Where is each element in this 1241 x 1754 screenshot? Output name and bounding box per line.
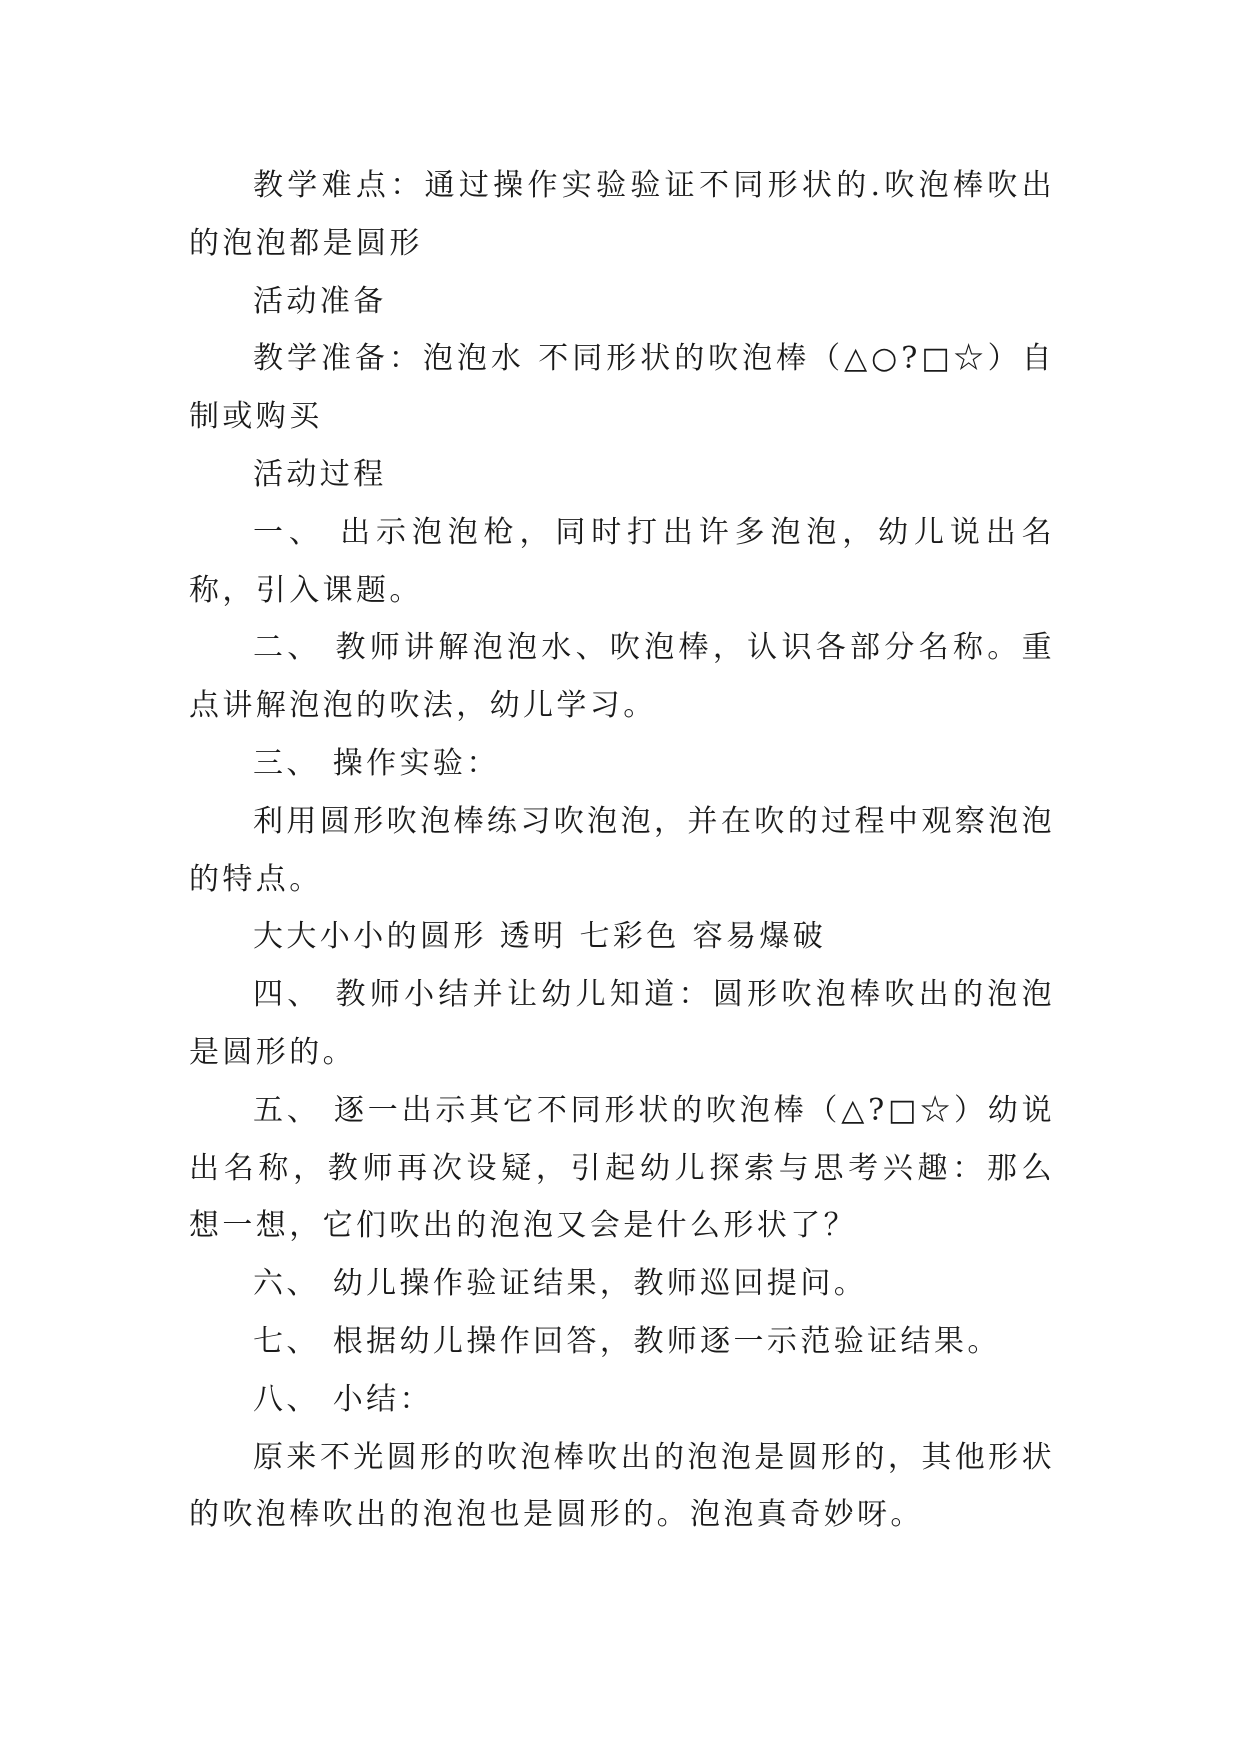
step-7: 七、 根据幼儿操作回答，教师逐一示范验证结果。 [253, 1323, 1001, 1359]
step-3-detail: 利用圆形吹泡棒练习吹泡泡，并在吹的过程中观察泡泡的特点。 [189, 803, 1055, 897]
document-page [189, 157, 1055, 1544]
heading-activity-preparation: 活动准备 [253, 283, 387, 319]
step-5: 五、 逐一出示其它不同形状的吹泡棒（△?□☆）幼说出名称，教师再次设疑，引起幼儿探索与思考兴趣：那么想一想，它们吹出的泡泡又会是什么形状了？ [189, 1092, 1055, 1244]
step-4: 四、 教师小结并让幼儿知道：圆形吹泡棒吹出的泡泡是圆形的。 [189, 977, 1055, 1070]
step-3: 三、 操作实验： [253, 745, 500, 781]
step-2: 二、 教师讲解泡泡水、吹泡棒，认识各部分名称。重点讲解泡泡的吹法，幼儿学习。 [189, 630, 1055, 724]
paragraph-teaching-difficulty: 教学难点：通过操作实验验证不同形状的.吹泡棒吹出的泡泡都是圆形 [189, 168, 1055, 261]
summary-conclusion: 原来不光圆形的吹泡棒吹出的泡泡是圆形的，其他形状的吹泡棒吹出的泡泡也是圆形的。泡泡真奇妙呀。 [189, 1439, 1055, 1533]
paragraph-teaching-preparation: 教学准备：泡泡水 不同形状的吹泡棒（△○?□☆）自制或购买 [189, 341, 1055, 435]
step-8: 八、 小结： [253, 1381, 433, 1417]
step-6: 六、 幼儿操作验证结果，教师巡回提问。 [253, 1266, 868, 1302]
heading-activity-process: 活动过程 [253, 456, 387, 492]
step-1: 一、 出示泡泡枪，同时打出许多泡泡，幼儿说出名称，引入课题。 [189, 514, 1055, 608]
bubble-features: 大大小小的圆形 透明 七彩色 容易爆破 [253, 919, 827, 955]
